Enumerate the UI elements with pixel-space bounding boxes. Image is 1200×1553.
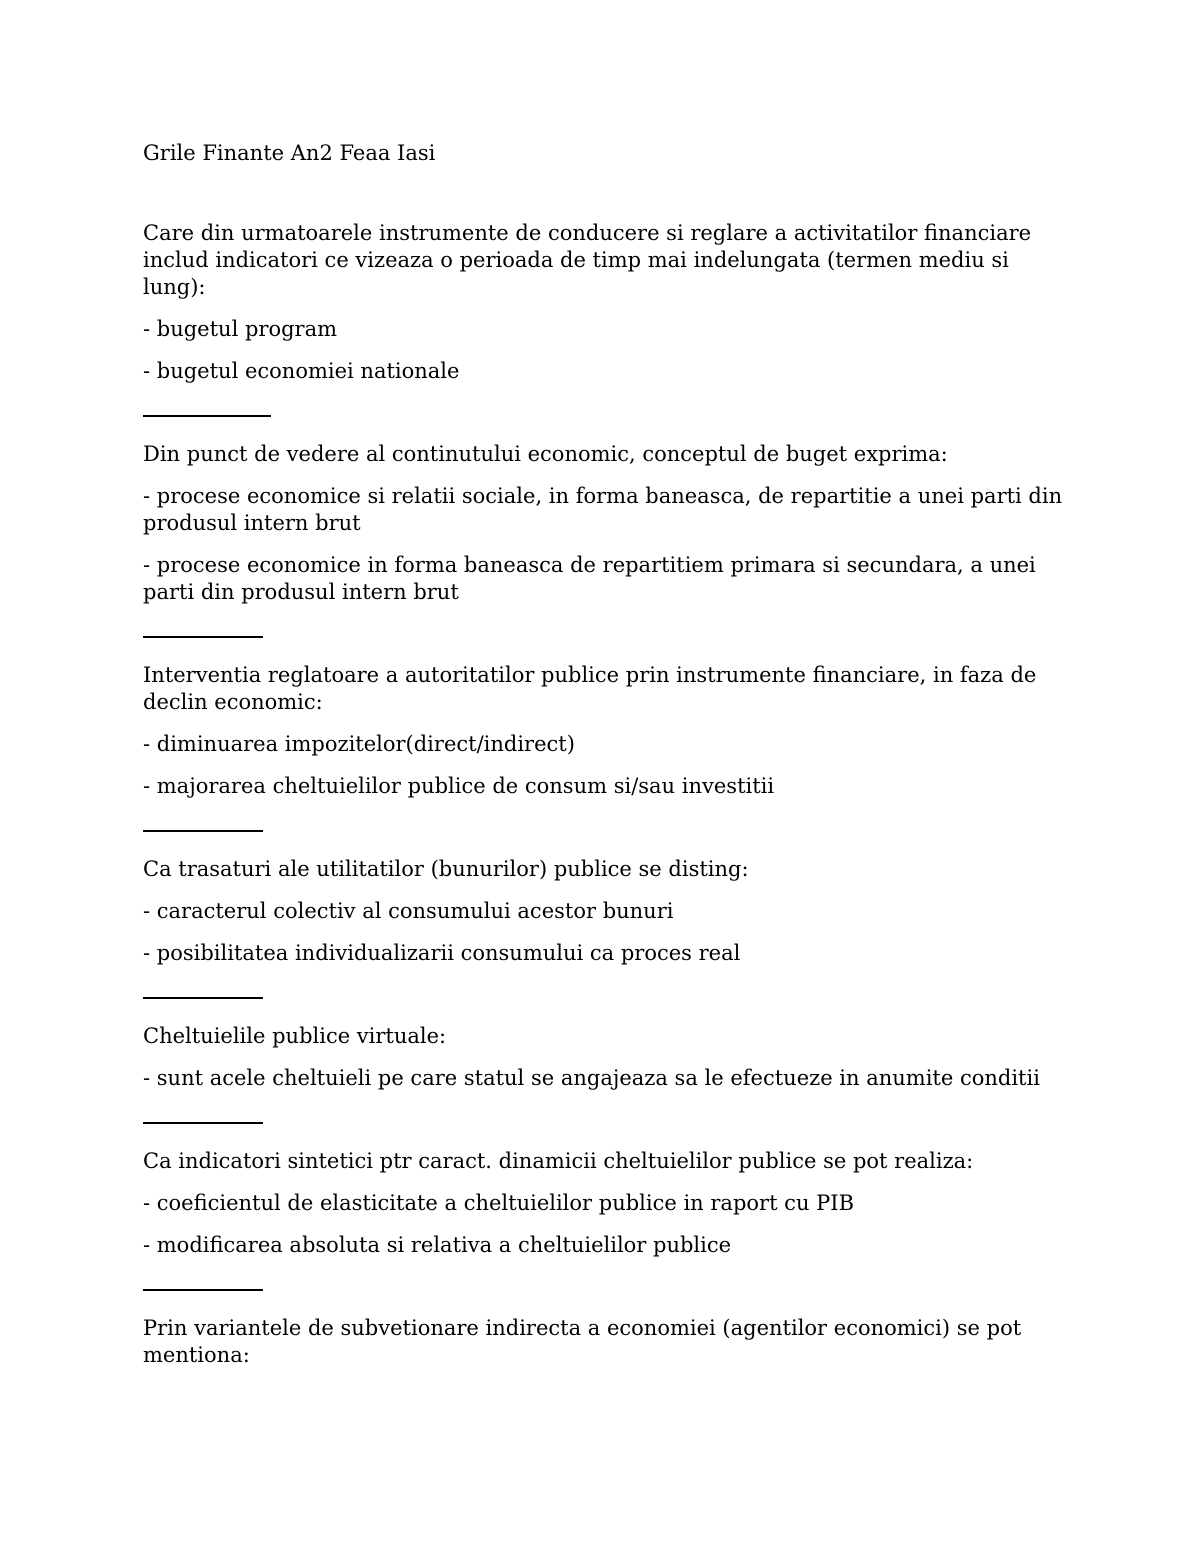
answer-item: - bugetul economiei nationale — [143, 359, 460, 383]
answer-item: - caracterul colectiv al consumului acestor bunuri — [143, 899, 674, 923]
question-text: Interventia reglatoare a autoritatilor publice prin instrumente financiare, in faza de declin economic: — [143, 663, 1037, 714]
question-block — [143, 662, 1073, 800]
document-title: Grile Finante An2 Feaa Iasi — [143, 141, 436, 165]
separator-line — [143, 830, 263, 832]
question-text: Care din urmatoarele instrumente de conducere si reglare a activitatilor financiare includ indicatori ce vizeaza o perioada de timp mai indelungata (termen mediu si lung): — [143, 221, 1032, 299]
answer-item: - diminuarea impozitelor(direct/indirect) — [143, 732, 575, 756]
question-block — [143, 441, 1073, 606]
document-page — [143, 140, 1073, 1384]
separator-line — [143, 636, 263, 638]
question-text: Ca trasaturi ale utilitatilor (bunurilor) publice se disting: — [143, 857, 749, 881]
answer-item: - coeficientul de elasticitate a cheltuielilor publice in raport cu PIB — [143, 1191, 854, 1215]
question-text: Cheltuielile publice virtuale: — [143, 1024, 447, 1048]
question-block — [143, 1148, 1073, 1259]
answer-item: - majorarea cheltuielilor publice de consum si/sau investitii — [143, 774, 775, 798]
question-block — [143, 220, 1073, 385]
answer-item: - procese economice in forma baneasca de repartitiem primara si secundara, a unei parti din produsul intern brut — [143, 553, 1036, 604]
answer-item: - bugetul program — [143, 317, 338, 341]
answer-item: - procese economice si relatii sociale, in forma baneasca, de repartitie a unei parti din produsul intern brut — [143, 484, 1063, 535]
separator-line — [143, 1289, 263, 1291]
question-block — [143, 1023, 1073, 1092]
question-text: Prin variantele de subvetionare indirecta a economiei (agentilor economici) se pot mentiona: — [143, 1316, 1022, 1367]
separator-line — [143, 997, 263, 999]
separator-line — [143, 1122, 263, 1124]
answer-item: - posibilitatea individualizarii consumului ca proces real — [143, 941, 741, 965]
question-text: Ca indicatori sintetici ptr caract. dinamicii cheltuielilor publice se pot realiza: — [143, 1149, 974, 1173]
question-text: Din punct de vedere al continutului economic, conceptul de buget exprima: — [143, 442, 948, 466]
answer-item: - sunt acele cheltuieli pe care statul se angajeaza sa le efectueze in anumite conditii — [143, 1066, 1040, 1090]
question-block — [143, 1315, 1073, 1369]
separator-line — [143, 415, 271, 417]
answer-item: - modificarea absoluta si relativa a cheltuielilor publice — [143, 1233, 732, 1257]
question-block — [143, 856, 1073, 967]
